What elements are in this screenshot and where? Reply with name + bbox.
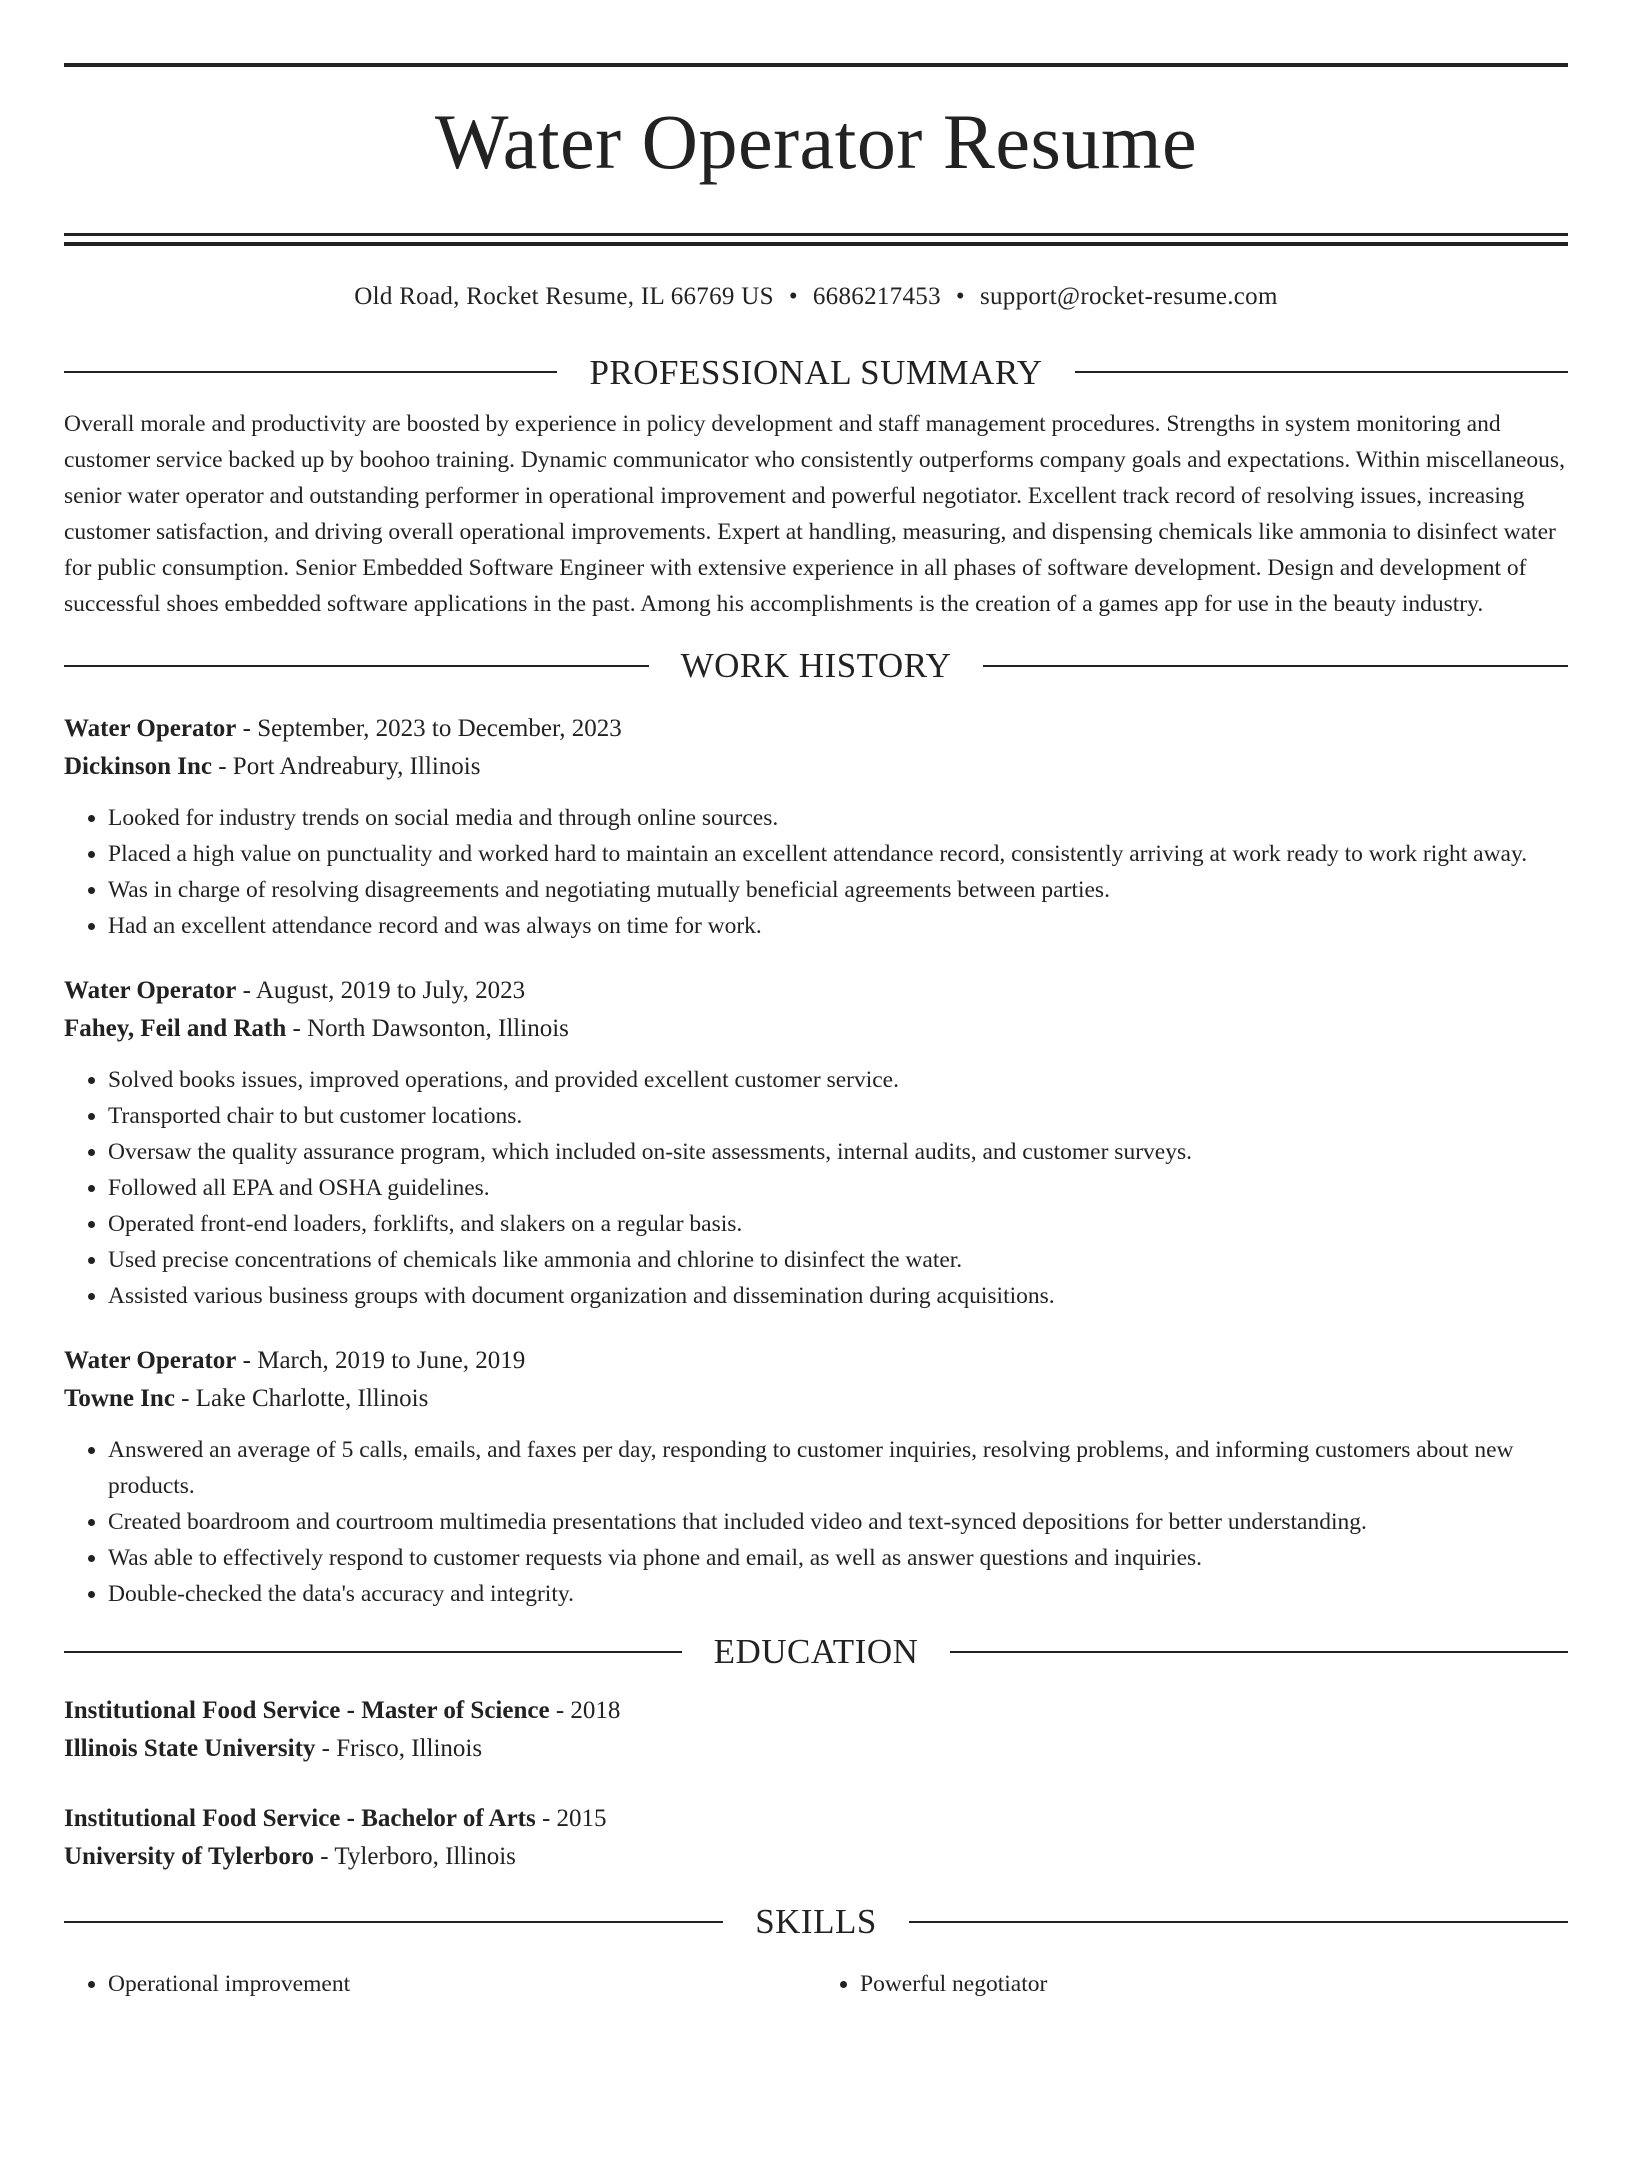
list-item: • Oversaw the quality assurance program, which included on-site assessments, internal audits, and customer surveys.	[108, 1134, 1568, 1170]
education-school-line	[64, 1730, 1568, 1768]
job-dates: - September, 2023 to December, 2023	[236, 714, 622, 742]
job-title-line	[64, 972, 1568, 1010]
education-degree-line	[64, 1800, 1568, 1838]
job-company: Towne Inc	[64, 1384, 175, 1412]
job-entry	[64, 710, 1568, 944]
section-title: PROFESSIONAL SUMMARY	[589, 352, 1043, 392]
list-item: • Followed all EPA and OSHA guidelines.	[108, 1170, 1568, 1206]
job-title-line	[64, 1342, 1568, 1380]
job-location: - Lake Charlotte, Illinois	[174, 1384, 429, 1412]
list-item: • Double-checked the data's accuracy and integrity.	[108, 1576, 1568, 1612]
list-item: • Assisted various business groups with document organization and dissemination during acquisitions.	[108, 1278, 1568, 1314]
job-title: Water Operator	[64, 1346, 237, 1374]
list-item: • Used precise concentrations of chemicals like ammonia and chlorine to disinfect the water.	[108, 1242, 1568, 1278]
resume-page	[0, 63, 1632, 2002]
job-location: - North Dawsonton, Illinois	[286, 1014, 569, 1042]
resume-title: Water Operator Resume	[434, 98, 1198, 185]
list-item: • Created boardroom and courtroom multimedia presentations that included video and text-synced depositions for better understanding.	[108, 1504, 1568, 1540]
section-heading-summary	[64, 352, 1568, 392]
double-rule	[64, 233, 1568, 246]
job-company: Fahey, Feil and Rath	[64, 1014, 287, 1042]
section-heading-skills	[64, 1902, 1568, 1942]
section-title: SKILLS	[755, 1902, 877, 1941]
job-bullets	[64, 800, 1568, 944]
job-title-line	[64, 710, 1568, 748]
contact-separator: •	[788, 283, 798, 310]
education-school: Illinois State University	[64, 1734, 316, 1762]
education-degree: Institutional Food Service - Master of Science	[64, 1696, 550, 1724]
skills-column-right	[816, 1966, 1568, 2002]
list-item: • Transported chair to but customer locations.	[108, 1098, 1568, 1134]
education-year: - 2015	[535, 1804, 607, 1832]
list-item: • Had an excellent attendance record and was always on time for work.	[108, 908, 1568, 944]
contact-separator: •	[955, 283, 965, 310]
job-title: Water Operator	[64, 976, 237, 1004]
education-location: - Frisco, Illinois	[315, 1734, 483, 1762]
skills-column-left	[64, 1966, 816, 2002]
education-entry	[64, 1800, 1568, 1876]
job-dates: - August, 2019 to July, 2023	[236, 976, 526, 1004]
list-item: • Was able to effectively respond to customer requests via phone and email, as well as answer questions and inquiries.	[108, 1540, 1568, 1576]
education-degree-line	[64, 1692, 1568, 1730]
top-rule	[64, 63, 1568, 67]
job-title: Water Operator	[64, 714, 237, 742]
list-item: • Answered an average of 5 calls, emails, and faxes per day, responding to customer inquiries, resolving problems, and informing customers about new products.	[108, 1432, 1568, 1504]
list-item: • Operated front-end loaders, forklifts, and slakers on a regular basis.	[108, 1206, 1568, 1242]
education-school: University of Tylerboro	[64, 1842, 314, 1870]
education-entry	[64, 1692, 1568, 1768]
list-item: • Looked for industry trends on social media and through online sources.	[108, 800, 1568, 836]
job-bullets	[64, 1062, 1568, 1314]
contact-address: Old Road, Rocket Resume, IL 66769 US	[354, 283, 774, 310]
job-company-line	[64, 1010, 1568, 1048]
list-item: • Was in charge of resolving disagreements and negotiating mutually beneficial agreements between parties.	[108, 872, 1568, 908]
contact-phone: 6686217453	[812, 283, 941, 310]
job-company-line	[64, 748, 1568, 786]
job-location: - Port Andreabury, Illinois	[211, 752, 481, 780]
summary-text: Overall morale and productivity are boosted by experience in policy development and staff management procedures. Strengths in system monitoring and customer service backed up by boohoo training. Dynamic communicator who consistently outperforms company goals and expectations. Within miscellaneous, senior water operator and outstanding performer in operational improvement and powerful negotiator. Excellent track record of resolving issues, increasing customer satisfaction, and driving overall operational improvements. Expert at handling, measuring, and dispensing chemicals like ammonia to disinfect water for public consumption. Senior Embedded Software Engineer with extensive experience in all phases of software development. Design and development of successful shoes embedded software applications in the past. Among his accomplishments is the creation of a games app for use in the beauty industry.	[64, 411, 1565, 617]
skill-item: • Powerful negotiator	[860, 1966, 1568, 2002]
job-dates: - March, 2019 to June, 2019	[236, 1346, 526, 1374]
list-item: • Solved books issues, improved operations, and provided excellent customer service.	[108, 1062, 1568, 1098]
skill-item: • Operational improvement	[108, 1966, 816, 2002]
job-entry	[64, 972, 1568, 1314]
job-company: Dickinson Inc	[64, 752, 212, 780]
section-title: WORK HISTORY	[680, 646, 952, 685]
contact-line	[64, 282, 1568, 312]
section-title: EDUCATION	[713, 1632, 919, 1671]
section-heading-education	[64, 1632, 1568, 1672]
job-company-line	[64, 1380, 1568, 1418]
job-bullets	[64, 1432, 1568, 1612]
contact-email: support@rocket-resume.com	[979, 283, 1278, 310]
section-heading-work	[64, 646, 1568, 686]
education-location: - Tylerboro, Illinois	[313, 1842, 516, 1870]
list-item: • Placed a high value on punctuality and worked hard to maintain an excellent attendance record, consistently arriving at work ready to work right away.	[108, 836, 1568, 872]
education-degree: Institutional Food Service - Bachelor of Arts	[64, 1804, 536, 1832]
education-school-line	[64, 1838, 1568, 1876]
education-year: - 2018	[549, 1696, 621, 1724]
skills-list	[64, 1966, 1568, 2002]
job-entry	[64, 1342, 1568, 1612]
